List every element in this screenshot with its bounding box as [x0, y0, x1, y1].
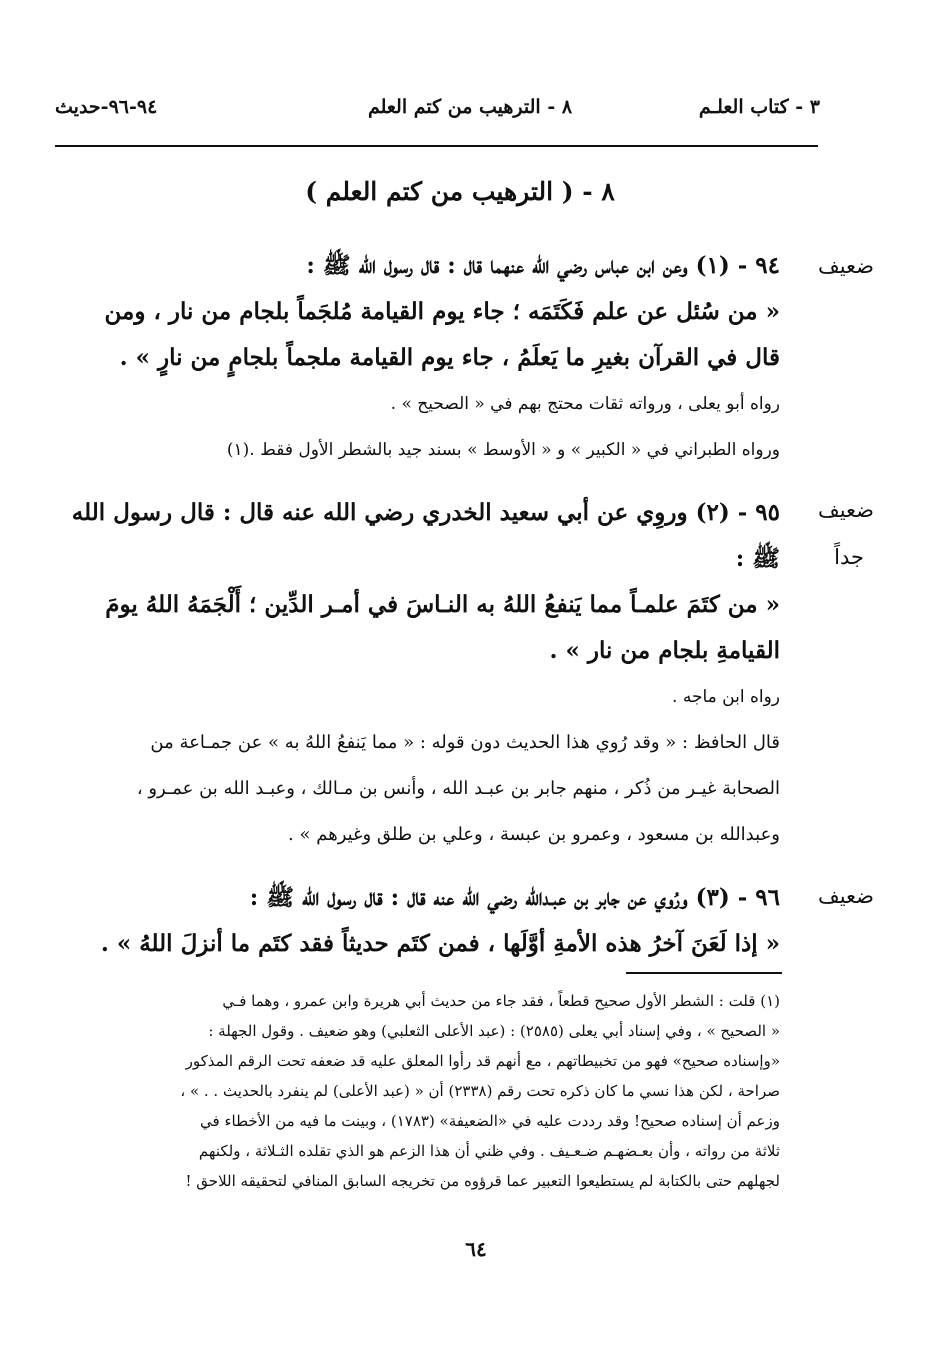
footnote-line: لجهلهم حتى بالكتابة لم يستطيعوا التعبير عما قرؤوه من تخريجه السابق المنافي لتحقيقه اللاحق ! — [185, 1172, 780, 1190]
hadith-intro: ﷺ : — [735, 545, 780, 572]
page-number: ٦٤ — [465, 1237, 487, 1261]
narration-note: ورواه الطبراني في « الكبير » و « الأوسط » بسند جيد بالشطر الأول فقط .(١) — [226, 440, 780, 460]
commentary-line: قال الحافظ : « وقد رُوي هذا الحديث دون قوله : « مما يَنفعُ اللهُ به » عن جمـاعة من — [150, 732, 780, 753]
footnote-line: « الصحيح » ، وفي إسناد أبي يعلى (٢٥٨٥) : (عبد الأعلى الثعلبي) وهو ضعيف . وقول الجهلة : — [208, 1022, 780, 1040]
hadith-96 — [52, 875, 780, 967]
narration-source: رواه ابن ماجه . — [672, 687, 780, 707]
hadith-intro: ٩٤ - (١) وعن ابن عباس رضي الله عنهما قال : قال رسول الله ﷺ : — [306, 252, 780, 279]
hadith-intro: ٩٦ - (٣) ورُوي عن جابر بن عبـدالله رضي الله عنه قال : قال رسول الله ﷺ : — [249, 884, 780, 911]
footnote-divider — [626, 972, 782, 974]
hadith-95 — [52, 490, 780, 858]
grade-label: ضعيف — [817, 498, 874, 522]
narration-note: رواه أبو يعلى ، ورواته ثقات محتج بهم في « الصحيح » . — [390, 394, 780, 414]
hadith-text-line: « من سُئل عن علم فَكَتَمَه ؛ جاء يوم القيامة مُلجَماً بلجام من نار ، ومن — [104, 298, 780, 325]
section-title: ٨ - ( الترهيب من كتم العلم ) — [305, 177, 615, 206]
footnote-line: صراحة ، لكن هذا نسي ما كان ذكره تحت رقم (٢٣٣٨) أن « (عبد الأعلى) لم ينفرد بالحديث . . » ، — [180, 1082, 780, 1100]
header-hadith-range: ٩٤-٩٦-حديث — [55, 96, 158, 118]
commentary-line: وعبدالله بن مسعود ، وعمرو بن عبسة ، وعلي بن طلق وغيرهم » . — [288, 824, 780, 845]
grade-label: ضعيف — [817, 884, 874, 908]
footnote-line: ثلاثة من رواته ، وأن بعـضهـم ضـعـيف . وفي ظني أن هذا الزعم هو الذي تقلده الثـلاثة ، ولكنهم — [198, 1142, 780, 1160]
header-divider — [55, 145, 818, 147]
hadith-text-line: « من كتَمَ علمـاً مما يَنفعُ اللهُ به النـاسَ في أمـر الدِّين ؛ أَلْجَمَهُ اللهُ يومَ — [105, 591, 780, 618]
footnote-line: (١) قلت : الشطر الأول صحيح قطعاً ، فقد جاء من حديث أبي هريرة وابن عمرو ، وهما فـي — [222, 992, 780, 1010]
grade-label-2: جداً — [834, 545, 864, 569]
hadith-text-line: القيامةِ بلجام من نار » . — [549, 637, 780, 664]
hadith-text-line: قال في القرآن بغيرِ ما يَعلَمُ ، جاء يوم القيامة ملجماً بلجامٍ من نارٍ » . — [119, 344, 780, 371]
header-section: ٨ - الترهيب من كتم العلم — [367, 96, 573, 118]
hadith-text-line: « إذا لَعَنَ آخرُ هذه الأمةِ أوَّلَها ، فمن كتَم حديثاً فقد كتَم ما أنزلَ اللهُ » . — [100, 930, 780, 957]
footnote-line: «وإسناده صحيح» فهو من تخبيطاتهم ، مع أنهم قد رأوا المعلق عليه قد ضعفه تحت الرقم المذكور — [185, 1052, 780, 1070]
footnote-line: وزعم أن إسناده صحيح! وقد رددت عليه في «الضعيفة» (١٧٨٣) ، وبينت ما فيه من الأخطاء في — [200, 1112, 780, 1130]
footnote — [44, 986, 780, 1196]
header-chapter: ٣ - كتاب العلـم — [698, 96, 820, 118]
grade-label: ضعيف — [817, 254, 874, 278]
hadith-94 — [52, 243, 780, 473]
commentary-line: الصحابة غيـر من ذُكر ، منهم جابر بن عبـد الله ، وأنس بن مـالك ، وعبـد الله بن عمـرو ، — [136, 778, 780, 799]
hadith-intro: ٩٥ - (٢) وروِي عن أبي سعيد الخدري رضي الله عنه قال : قال رسول الله — [71, 499, 780, 526]
